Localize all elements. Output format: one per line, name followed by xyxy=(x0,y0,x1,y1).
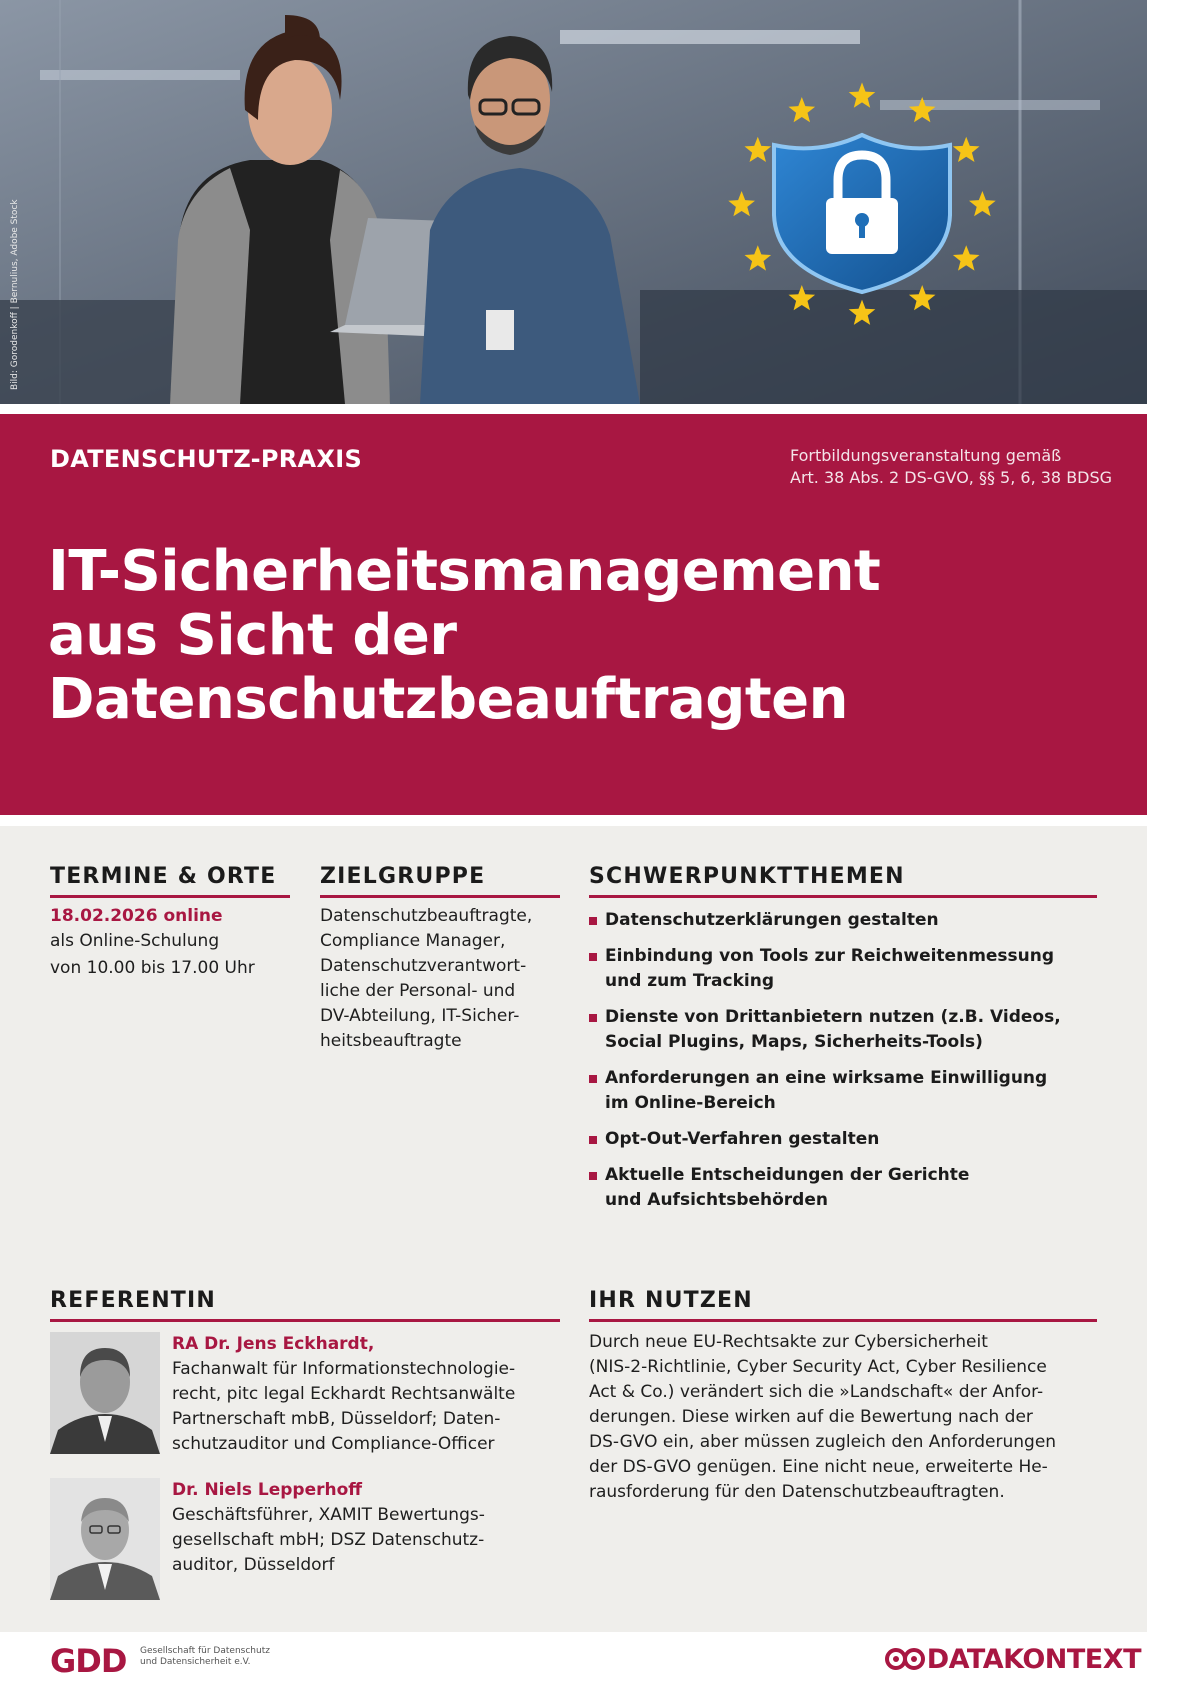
gdd-subtitle xyxy=(140,1646,270,1668)
event-format: als Online-Schulung xyxy=(50,931,220,951)
text-line: derungen. Diese wirken auf die Bewertung nach der xyxy=(589,1407,1033,1427)
bullet-square-icon xyxy=(589,1014,597,1022)
text-line: schutzauditor und Compliance-Officer xyxy=(172,1434,495,1454)
cert-line: Art. 38 Abs. 2 DS-GVO, §§ 5, 6, 38 BDSG xyxy=(790,468,1113,487)
bullet-square-icon xyxy=(589,1075,597,1083)
text-line: auditor, Düsseldorf xyxy=(172,1555,335,1575)
list-item: Opt-Out-Verfahren gestalten xyxy=(589,1127,1097,1152)
topics-list xyxy=(589,908,1097,1213)
list-item: Datenschutzerklärungen gestalten xyxy=(589,908,1097,933)
text-line: liche der Personal- und xyxy=(320,981,516,1001)
hero-illustration xyxy=(0,0,1147,404)
text-line: Geschäftsführer, XAMIT Bewertungs- xyxy=(172,1505,485,1525)
bullet-square-icon xyxy=(589,1172,597,1180)
content-area xyxy=(0,826,1147,1632)
text-line: und Datensicherheit e.V. xyxy=(140,1657,251,1667)
text-line: Partnerschaft mbB, Düsseldorf; Daten- xyxy=(172,1409,501,1429)
hero-image xyxy=(0,0,1147,404)
section-heading: ZIELGRUPPE xyxy=(320,864,560,898)
gdd-logo: GDD xyxy=(50,1642,127,1680)
text-line: gesellschaft mbH; DSZ Datenschutz- xyxy=(172,1530,485,1550)
text-line: DV-Abteilung, IT-Sicher- xyxy=(320,1006,520,1026)
title-line: aus Sicht der xyxy=(48,603,457,668)
image-credit: Bild: Gorodenkoff | Bernulius, Adobe Stock xyxy=(10,199,20,390)
speaker-name: Dr. Niels Lepperhoff xyxy=(172,1480,363,1500)
footer xyxy=(0,1632,1191,1684)
title-line: Datenschutzbeauftragten xyxy=(48,667,848,732)
bullet-square-icon xyxy=(589,917,597,925)
zielgruppe-text xyxy=(320,904,560,1054)
speaker-name: RA Dr. Jens Eckhardt, xyxy=(172,1334,375,1354)
datakontext-logo: DATAKONTEXT xyxy=(926,1644,1141,1675)
datakontext-logo-icon xyxy=(884,1645,928,1673)
text-line: Act & Co.) verändert sich die »Landschaft« der Anfor- xyxy=(589,1382,1044,1402)
text-line: DS-GVO ein, aber müssen zugleich den Anforderungen xyxy=(589,1432,1057,1452)
series-label: DATENSCHUTZ-PRAXIS xyxy=(50,445,363,473)
list-item: Einbindung von Tools zur Reichweitenmessung und zum Tracking xyxy=(589,944,1097,994)
speaker-info xyxy=(172,1478,612,1578)
text-line: Gesellschaft für Datenschutz xyxy=(140,1646,270,1656)
text-line: Datenschutzverantwort- xyxy=(320,956,527,976)
referentin-section xyxy=(50,1288,560,1618)
schwerpunkt-section xyxy=(589,864,1097,1224)
bullet-square-icon xyxy=(589,953,597,961)
text-line: heitsbeauftragte xyxy=(320,1031,462,1051)
speaker-card xyxy=(50,1332,560,1472)
section-heading: SCHWERPUNKTTHEMEN xyxy=(589,864,1097,898)
text-line: rausforderung für den Datenschutzbeauftragten. xyxy=(589,1482,1005,1502)
text-line: recht, pitc legal Eckhardt Rechtsanwälte xyxy=(172,1384,516,1404)
zielgruppe-section xyxy=(320,864,560,1054)
section-heading: TERMINE & ORTE xyxy=(50,864,290,898)
event-date: 18.02.2026 online xyxy=(50,906,223,926)
text-line: der DS-GVO genügen. Eine nicht neue, erweiterte He- xyxy=(589,1457,1048,1477)
list-item: Aktuelle Entscheidungen der Gerichte und Aufsichtsbehörden xyxy=(589,1163,1097,1213)
text-line: Durch neue EU-Rechtsakte zur Cybersicherheit xyxy=(589,1332,988,1352)
text-line: Compliance Manager, xyxy=(320,931,506,951)
certification-note xyxy=(790,445,1112,489)
termine-section xyxy=(50,864,290,981)
speaker-photo xyxy=(50,1332,160,1454)
section-heading: IHR NUTZEN xyxy=(589,1288,1097,1322)
event-time: von 10.00 bis 17.00 Uhr xyxy=(50,958,255,978)
title-line: IT-Sicherheitsmanagement xyxy=(48,539,881,604)
text-line: Datenschutzbeauftragte, xyxy=(320,906,533,926)
list-item: Anforderungen an eine wirksame Einwilligung im Online-Bereich xyxy=(589,1066,1097,1116)
text-line: (NIS-2-Richtlinie, Cyber Security Act, Cyber Resilience xyxy=(589,1357,1047,1377)
bullet-square-icon xyxy=(589,1136,597,1144)
speaker-card xyxy=(50,1478,560,1618)
title-banner xyxy=(0,414,1147,815)
nutzen-section xyxy=(589,1288,1097,1505)
list-item: Dienste von Drittanbietern nutzen (z.B. Videos, Social Plugins, Maps, Sicherheits-Tools) xyxy=(589,1005,1097,1055)
text-line: Fachanwalt für Informationstechnologie- xyxy=(172,1359,516,1379)
page-title xyxy=(48,540,880,732)
speaker-info xyxy=(172,1332,612,1457)
speaker-photo xyxy=(50,1478,160,1600)
section-heading: REFERENTIN xyxy=(50,1288,560,1322)
nutzen-text xyxy=(589,1330,1097,1505)
cert-line: Fortbildungsveranstaltung gemäß xyxy=(790,446,1062,465)
